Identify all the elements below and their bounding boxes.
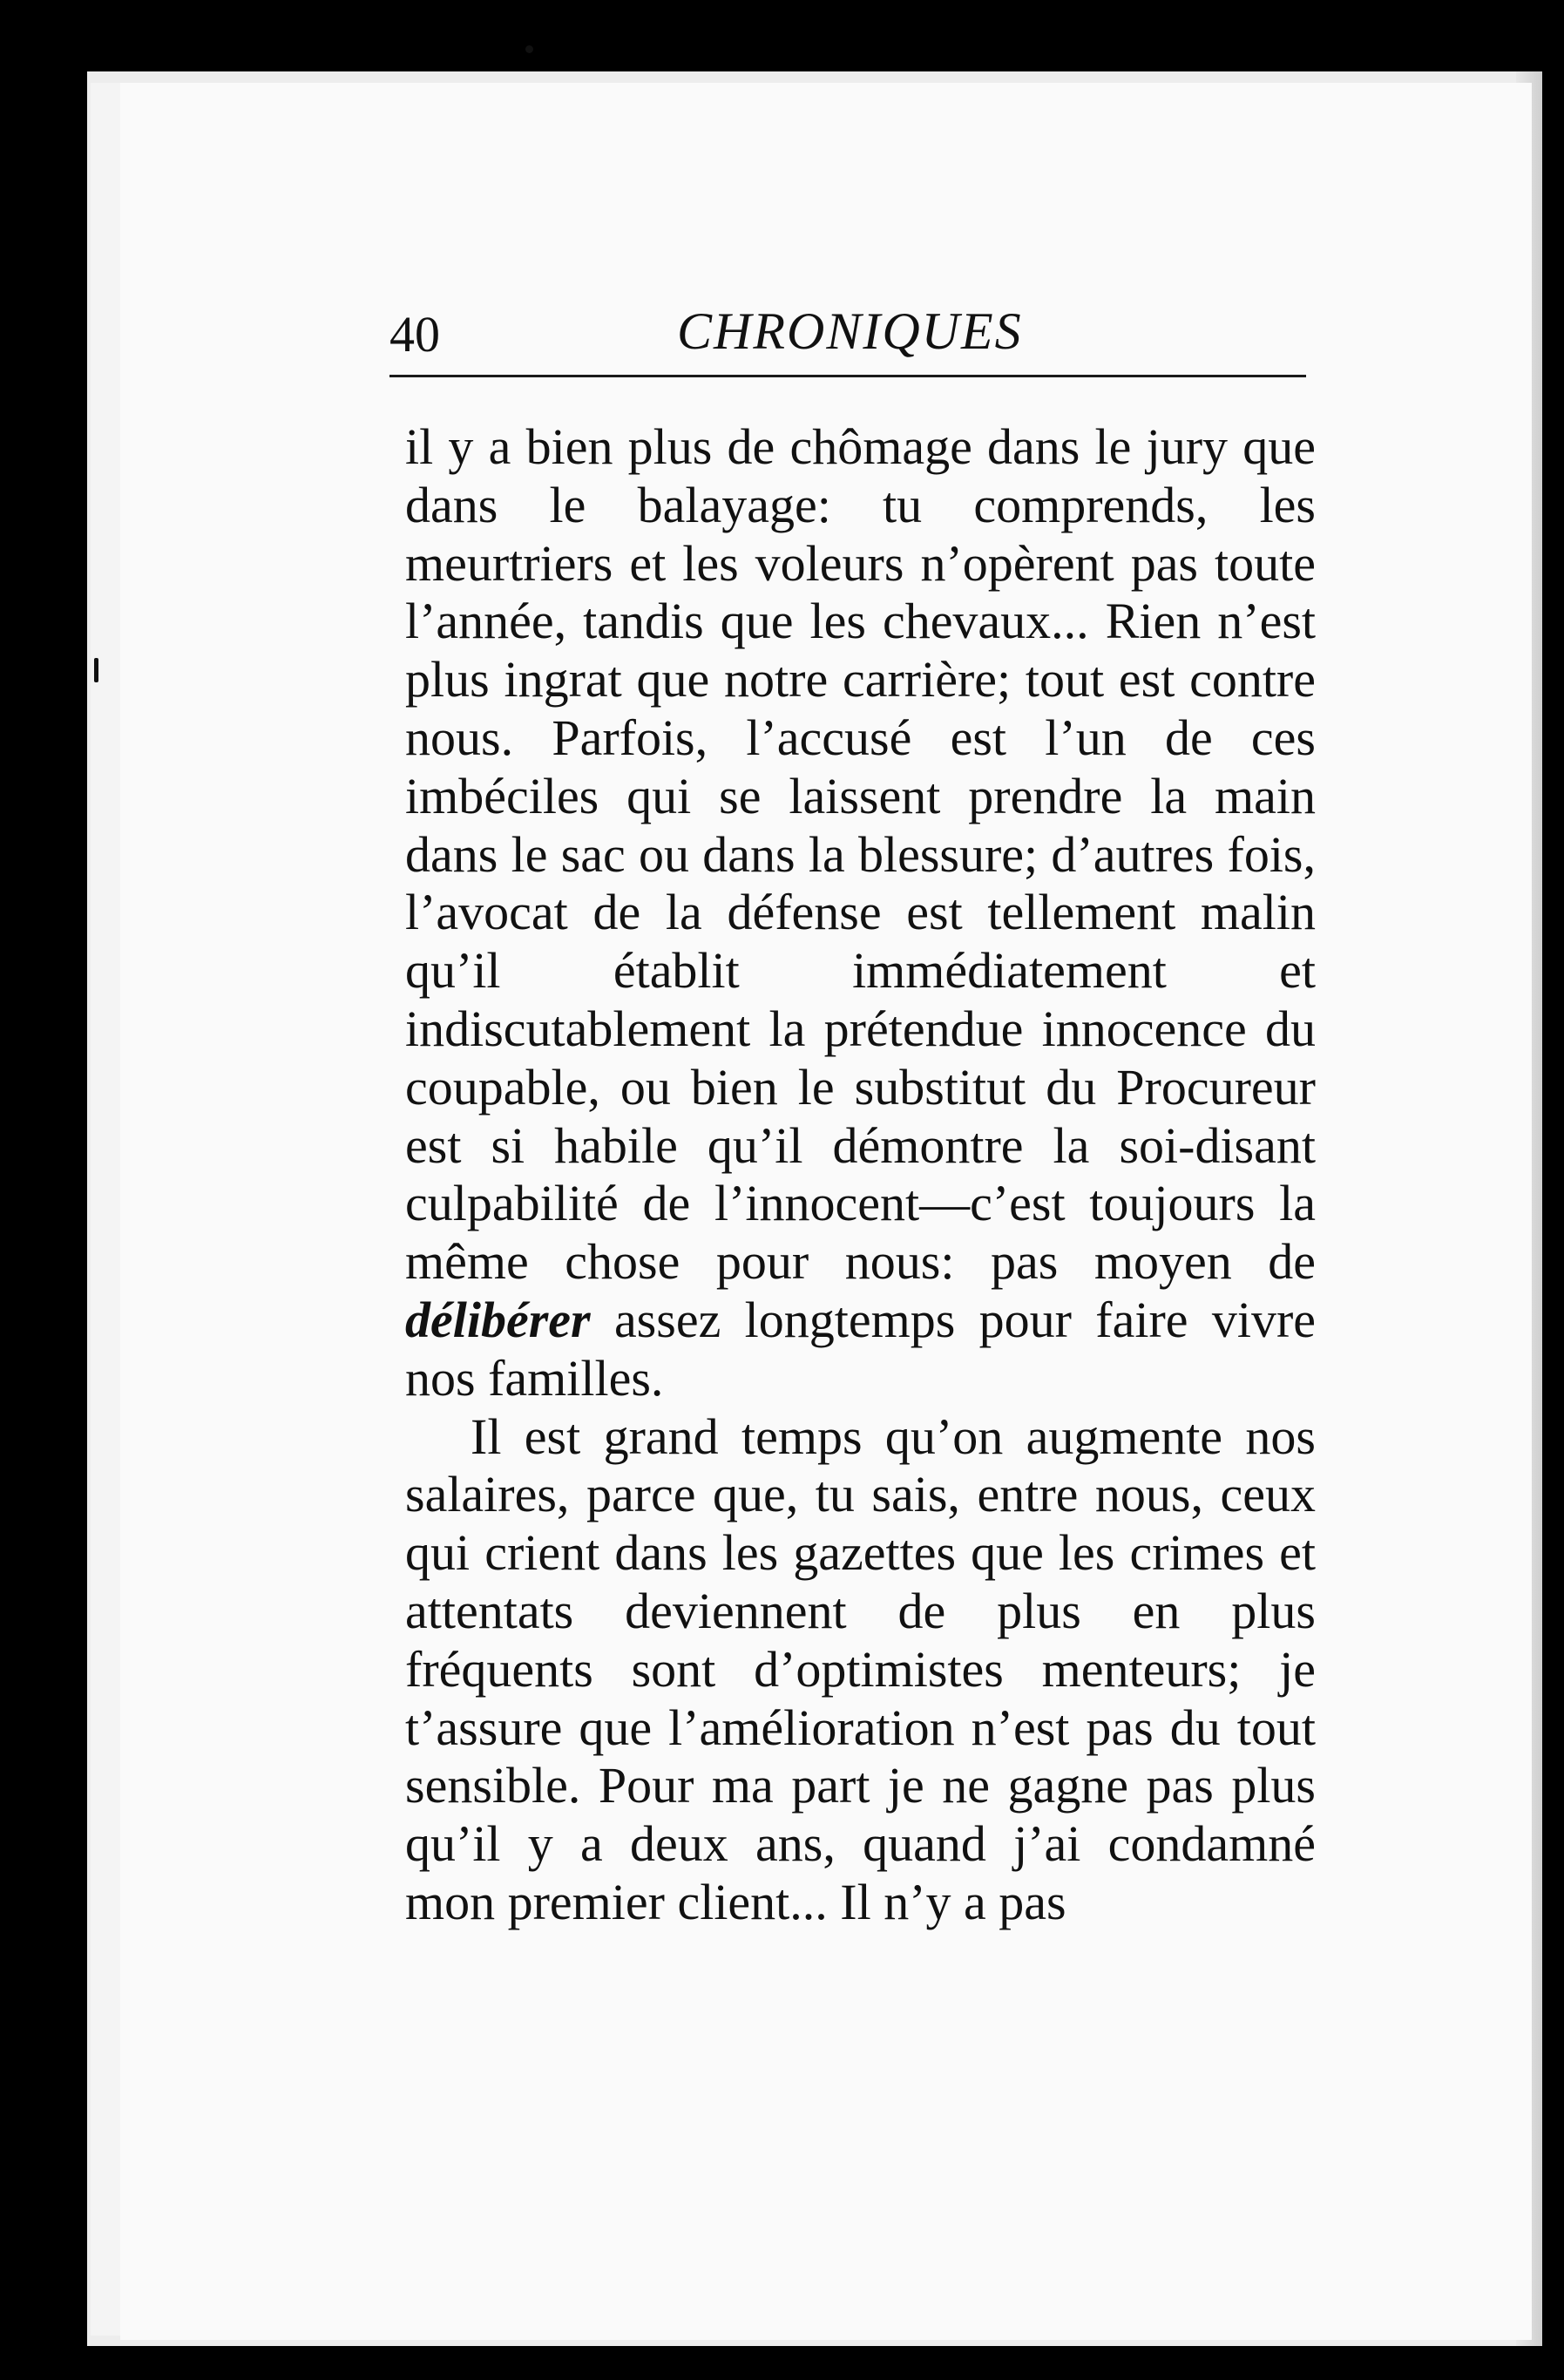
paragraph-2: Il est grand temps qu’on augmente nos salaires, parce que, tu sais, entre nous, ceux qui crient dans les gazettes que les crimes et attentats deviennent de plus en plus fréquents sont d’optimistes menteurs; je t’assure que l’amélioration n’est pas du tout sensible. Pour ma part je ne gagne pas plus qu’il y a deux ans, quand j’ai condamné mon premier client... Il n’y a pas [405, 1407, 1316, 1930]
scan-speck [94, 658, 98, 682]
running-title: CHRONIQUES [677, 302, 1023, 360]
emphasized-word: délibérer [405, 1291, 591, 1348]
body-text [405, 418, 1316, 1932]
page-number: 40 [389, 306, 440, 363]
paragraph-1-end: assez longtemps pour faire vivre nos familles. [405, 1291, 1316, 1407]
page-header [389, 295, 1306, 377]
paragraph-1-start: il y a bien plus de chômage dans le jury que dans le balayage: tu comprends, les meurtriers et les voleurs n’opèrent pas toute l’année, tandis que les chevaux... Rien n’est plus ingrat que notre carrière; tout est contre nous. Parfois, l’accusé est l’un de ces imbéciles qui se laissent prendre la main dans le sac ou dans la blessure; d’autres fois, l’avocat de la défense est tellement malin qu’il établit immédiatement et indiscutablement la prétendue innocence du coupable, ou bien le substitut du Procureur est si habile qu’il démontre la soi-disant culpabilité de l’innocent—c’est toujours la même chose pour nous: pas moyen de [405, 418, 1316, 1291]
paragraph-1 [405, 418, 1316, 1408]
scan-speck [525, 45, 533, 53]
